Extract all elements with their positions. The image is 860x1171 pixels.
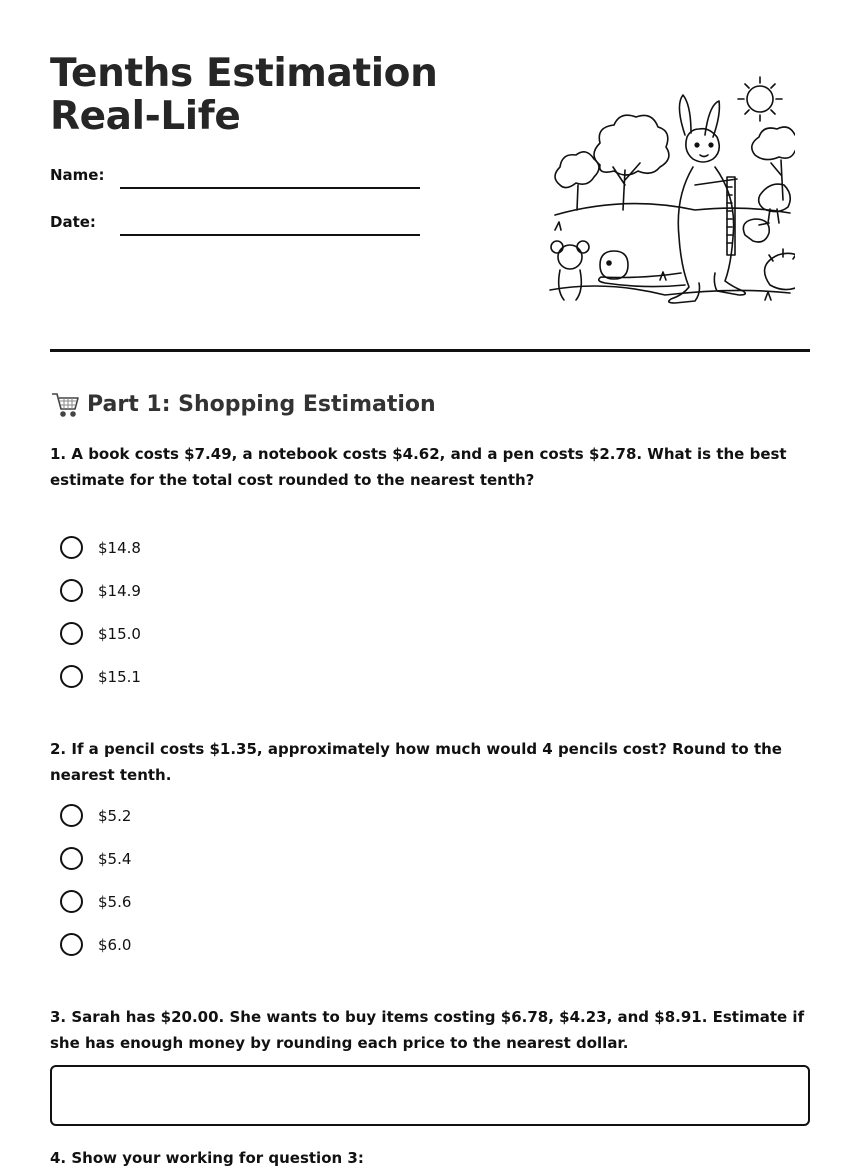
kangaroo-icon bbox=[679, 95, 719, 137]
question-4: 4. Show your working for question 3: bbox=[50, 1149, 364, 1167]
question-2: 2. If a pencil costs $1.35, approximately how much would 4 pencils cost? Round to the nearest tenth. bbox=[50, 740, 782, 784]
worksheet-page bbox=[50, 0, 810, 1167]
radio-button[interactable] bbox=[60, 890, 83, 913]
part1-title: Part 1: Shopping Estimation bbox=[87, 391, 436, 417]
name-field[interactable] bbox=[50, 160, 420, 190]
option-label: $14.9 bbox=[98, 581, 141, 600]
q1-option-b[interactable] bbox=[60, 569, 141, 612]
part1-heading bbox=[50, 388, 436, 420]
question-1-options bbox=[60, 526, 141, 698]
worksheet-title: Tenths Estimation Real-Life bbox=[50, 51, 438, 139]
name-label: Name: bbox=[50, 166, 105, 184]
option-label: $14.8 bbox=[98, 538, 141, 557]
option-label: $5.6 bbox=[98, 892, 132, 911]
name-line[interactable] bbox=[120, 187, 420, 189]
radio-button[interactable] bbox=[60, 804, 83, 827]
question-3-answer-box[interactable] bbox=[50, 1065, 810, 1126]
worksheet-header bbox=[50, 0, 810, 352]
koala-icon bbox=[558, 245, 582, 269]
radio-button[interactable] bbox=[60, 933, 83, 956]
option-label: $15.0 bbox=[98, 624, 141, 643]
option-label: $5.2 bbox=[98, 806, 132, 825]
radio-button[interactable] bbox=[60, 579, 83, 602]
q1-option-c[interactable] bbox=[60, 612, 141, 655]
sun-icon bbox=[747, 86, 773, 112]
date-line[interactable] bbox=[120, 234, 420, 236]
q2-option-d[interactable] bbox=[60, 923, 131, 966]
option-label: $15.1 bbox=[98, 667, 141, 686]
q1-option-a[interactable] bbox=[60, 526, 141, 569]
q2-option-b[interactable] bbox=[60, 837, 131, 880]
date-field[interactable] bbox=[50, 207, 420, 237]
q1-option-d[interactable] bbox=[60, 655, 141, 698]
q2-option-c[interactable] bbox=[60, 880, 131, 923]
radio-button[interactable] bbox=[60, 536, 83, 559]
question-1: 1. A book costs $7.49, a notebook costs $4.62, and a pen costs $2.78. What is the best estimate for the total cost rounded to the nearest tenth? bbox=[50, 445, 787, 489]
date-label: Date: bbox=[50, 213, 96, 231]
question-3: 3. Sarah has $20.00. She wants to buy items costing $6.78, $4.23, and $8.91. Estimate if she has enough money by rounding each price to the nearest dollar. bbox=[50, 1008, 805, 1052]
q2-option-a[interactable] bbox=[60, 794, 131, 837]
option-label: $5.4 bbox=[98, 849, 132, 868]
question-2-options bbox=[60, 794, 131, 966]
header-divider bbox=[50, 349, 810, 352]
kangaroo-illustration bbox=[545, 75, 795, 320]
radio-button[interactable] bbox=[60, 622, 83, 645]
shopping-cart-icon bbox=[50, 389, 80, 419]
radio-button[interactable] bbox=[60, 847, 83, 870]
option-label: $6.0 bbox=[98, 935, 132, 954]
radio-button[interactable] bbox=[60, 665, 83, 688]
